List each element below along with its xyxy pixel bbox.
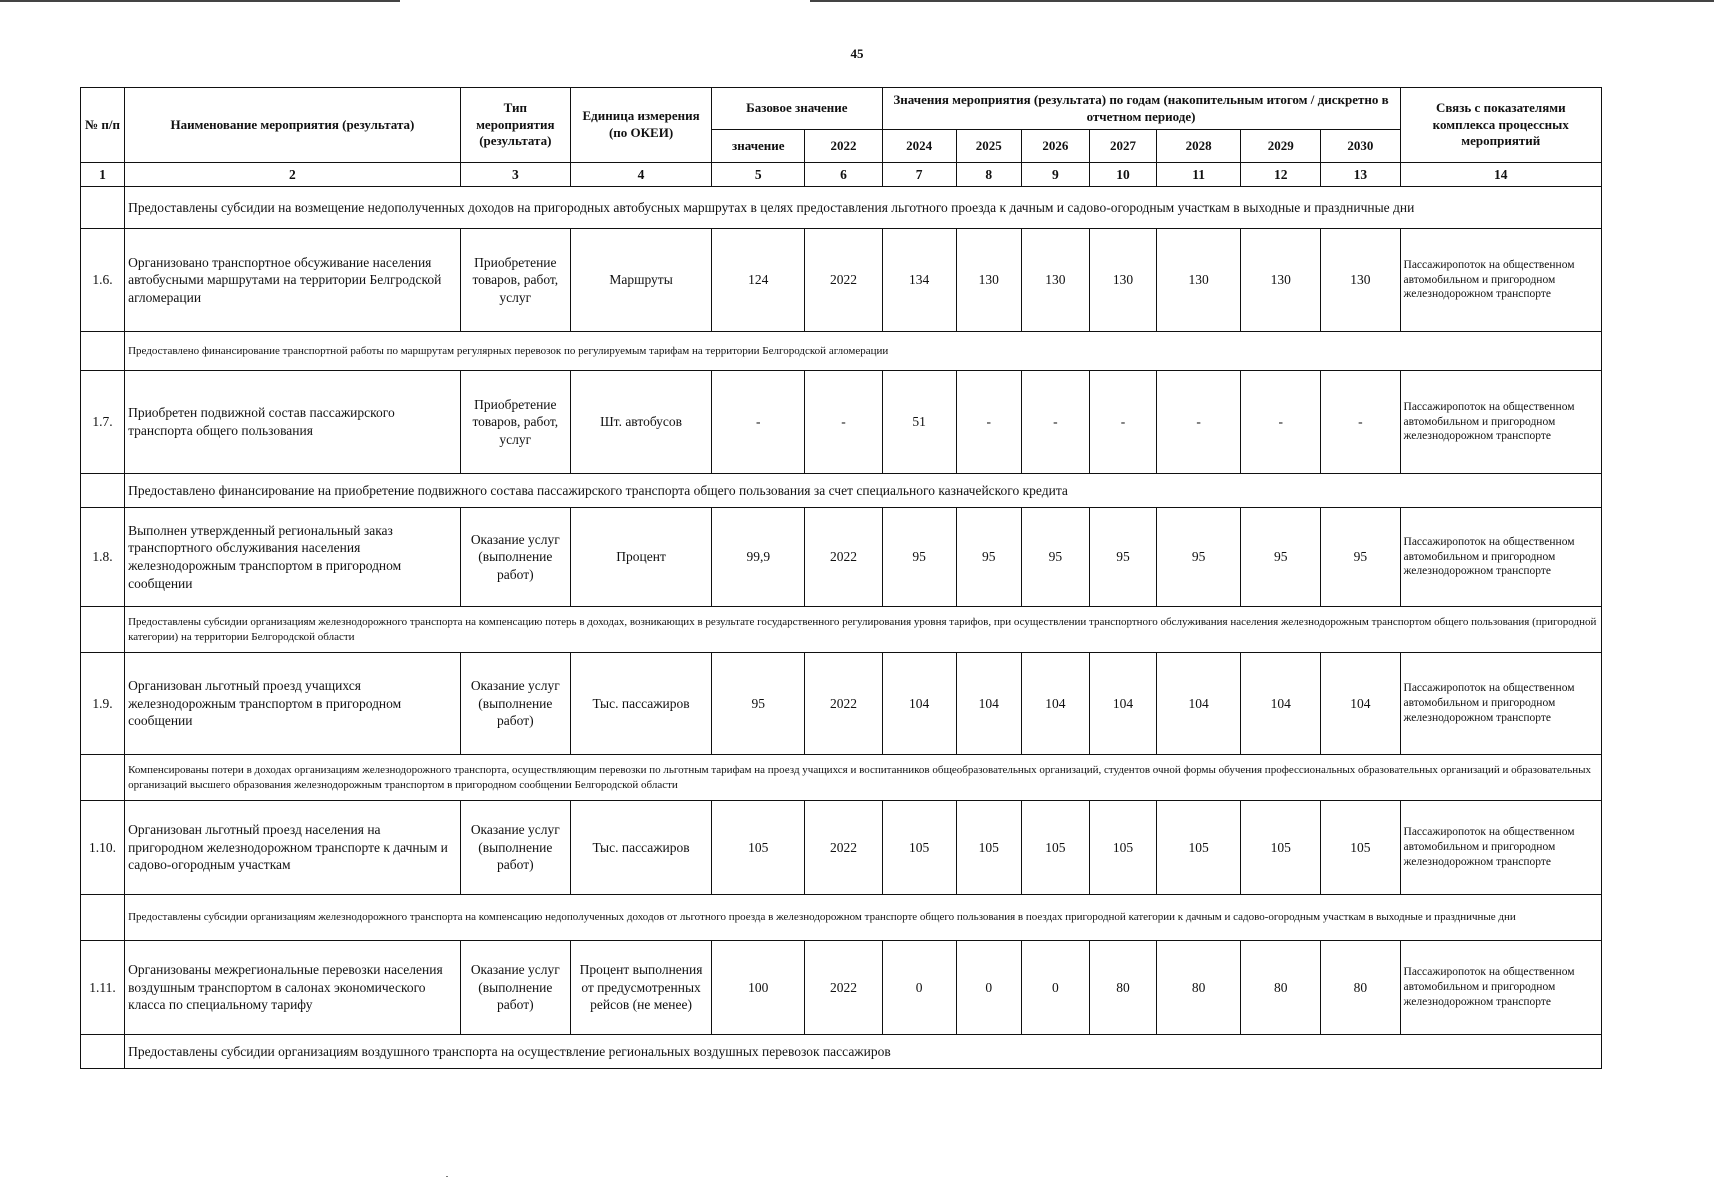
row-num: 1.9. [81, 653, 125, 755]
header-year: 2027 [1089, 130, 1156, 163]
row-value: 130 [1241, 229, 1321, 332]
column-number: 5 [712, 163, 805, 187]
measures-table [80, 87, 1602, 1069]
row-value: 95 [1021, 508, 1089, 607]
row-base-year: 2022 [805, 941, 882, 1035]
row-name: Организован льготный проезд учащихся железнодорожным транспортом в пригородном сообщении [125, 653, 461, 755]
row-num: 1.7. [81, 371, 125, 474]
row-value: 134 [882, 229, 956, 332]
row-type: Оказание услуг (выполнение работ) [460, 801, 570, 895]
row-base-value: 105 [712, 801, 805, 895]
row-base-value: 100 [712, 941, 805, 1035]
row-value: 105 [1157, 801, 1241, 895]
description-text: Предоставлено финансирование транспортной работы по маршрутам регулярных перевозок по регулируемым тарифам на территории Белгородской агломерации [125, 332, 1602, 371]
row-value: 104 [1241, 653, 1321, 755]
row-value: 105 [1089, 801, 1156, 895]
row-value: 80 [1157, 941, 1241, 1035]
row-value: 0 [956, 941, 1021, 1035]
page-number: 45 [850, 46, 864, 61]
row-link: Пассажиропоток на общественном автомобильном и пригородном железнодорожном транспорте [1400, 229, 1601, 332]
row-type: Оказание услуг (выполнение работ) [460, 941, 570, 1035]
row-unit: Тыс. пассажиров [570, 653, 711, 755]
row-value: 130 [956, 229, 1021, 332]
row-type: Приобретение товаров, работ, услуг [460, 229, 570, 332]
row-name: Выполнен утвержденный региональный заказ транспортного обслуживания населения железнодорожным транспортом в пригородном сообщении [125, 508, 461, 607]
header-unit: Единица измерения (по ОКЕИ) [570, 88, 711, 163]
row-link: Пассажиропоток на общественном автомобильном и пригородном железнодорожном транспорте [1400, 941, 1601, 1035]
row-value: 95 [882, 508, 956, 607]
column-number: 10 [1089, 163, 1156, 187]
row-unit: Процент [570, 508, 711, 607]
row-value: 105 [882, 801, 956, 895]
table-row [81, 508, 1602, 607]
row-base-value: - [712, 371, 805, 474]
row-link: Пассажиропоток на общественном автомобильном и пригородном железнодорожном транспорте [1400, 508, 1601, 607]
row-value: 130 [1021, 229, 1089, 332]
row-base-year: 2022 [805, 508, 882, 607]
header-year: 2024 [882, 130, 956, 163]
row-base-value: 95 [712, 653, 805, 755]
row-unit: Маршруты [570, 229, 711, 332]
description-row [81, 332, 1602, 371]
row-type: Приобретение товаров, работ, услуг [460, 371, 570, 474]
row-type: Оказание услуг (выполнение работ) [460, 653, 570, 755]
description-row [81, 187, 1602, 229]
row-base-year: - [805, 371, 882, 474]
description-row [81, 474, 1602, 508]
row-num: 1.10. [81, 801, 125, 895]
column-number: 2 [125, 163, 461, 187]
row-value: 105 [1241, 801, 1321, 895]
description-row [81, 1035, 1602, 1069]
row-name: Организованы межрегиональные перевозки населения воздушным транспортом в салонах экономического класса по специальному тарифу [125, 941, 461, 1035]
row-value: 95 [1157, 508, 1241, 607]
row-value: 104 [1321, 653, 1400, 755]
row-value: 104 [956, 653, 1021, 755]
scan-edge-left [0, 0, 400, 2]
row-value: - [1021, 371, 1089, 474]
description-row [81, 607, 1602, 653]
description-text: Предоставлены субсидии организациям железнодорожного транспорта на компенсацию недополученных доходов от льготного проезда в железнодорожном транспорте общего пользования в поездах пригородной категории к дачным и садово-огородным участкам в выходные и праздничные дни [125, 895, 1602, 941]
column-number: 14 [1400, 163, 1601, 187]
header-base-year: 2022 [805, 130, 882, 163]
scan-edge-right [810, 0, 1714, 2]
column-number-row [81, 163, 1602, 187]
row-value: - [1157, 371, 1241, 474]
row-name: Организован льготный проезд населения на пригородном железнодорожном транспорте к дачным и садово-огородным участкам [125, 801, 461, 895]
header-year: 2026 [1021, 130, 1089, 163]
table-row [81, 801, 1602, 895]
row-num: 1.6. [81, 229, 125, 332]
table-row [81, 653, 1602, 755]
header-base-value: значение [712, 130, 805, 163]
row-value: 51 [882, 371, 956, 474]
row-base-year: 2022 [805, 229, 882, 332]
description-text: Предоставлено финансирование на приобретение подвижного состава пассажирского транспорта общего пользования за счет специального казначейского кредита [125, 474, 1602, 508]
row-value: 105 [1021, 801, 1089, 895]
header-num: № п/п [81, 88, 125, 163]
description-text: Предоставлены субсидии на возмещение недополученных доходов на пригородных автобусных маршрутах в целях предоставления льготного проезда к дачным и садово-огородным участкам в выходные и праздничные дни [125, 187, 1602, 229]
row-value: 95 [1321, 508, 1400, 607]
row-value: 104 [1021, 653, 1089, 755]
row-value: 105 [1321, 801, 1400, 895]
row-base-value: 124 [712, 229, 805, 332]
row-base-value: 99,9 [712, 508, 805, 607]
row-value: 80 [1241, 941, 1321, 1035]
row-value: 95 [956, 508, 1021, 607]
row-base-year: 2022 [805, 653, 882, 755]
row-value: 130 [1157, 229, 1241, 332]
column-number: 11 [1157, 163, 1241, 187]
column-number: 8 [956, 163, 1021, 187]
description-text: Предоставлены субсидии организациям воздушного транспорта на осуществление региональных воздушных перевозок пассажиров [125, 1035, 1602, 1069]
table-row [81, 941, 1602, 1035]
row-value: - [1241, 371, 1321, 474]
row-value: 95 [1089, 508, 1156, 607]
description-text: Предоставлены субсидии организациям железнодорожного транспорта на компенсацию потерь в доходах, возникающих в результате государственного регулирования уровня тарифов, при осуществлении транспортного обслуживания населения железнодорожным транспортом общего пользования (пригородной категории) на территории Белгородской области [125, 607, 1602, 653]
header-values-by-year: Значения мероприятия (результата) по годам (накопительным итогом / дискретно в отчетном периоде) [882, 88, 1400, 130]
row-unit: Процент выполнения от предусмотренных рейсов (не менее) [570, 941, 711, 1035]
table-row [81, 371, 1602, 474]
column-number: 4 [570, 163, 711, 187]
row-link: Пассажиропоток на общественном автомобильном и пригородном железнодорожном транспорте [1400, 371, 1601, 474]
row-value: 80 [1089, 941, 1156, 1035]
column-number: 9 [1021, 163, 1089, 187]
row-value: 0 [1021, 941, 1089, 1035]
row-num: 1.11. [81, 941, 125, 1035]
description-text: Компенсированы потери в доходах организациям железнодорожного транспорта, осуществляющим перевозки по льготным тарифам на проезд учащихся и воспитанников общеобразовательных организаций, студентов очной формы обучения профессиональных образовательных организаций и образовательных организаций высшего образования железнодорожным транспортом в пригородном сообщении Белгородской области [125, 755, 1602, 801]
row-value: 80 [1321, 941, 1400, 1035]
header-year: 2030 [1321, 130, 1400, 163]
column-number: 13 [1321, 163, 1400, 187]
row-value: - [1089, 371, 1156, 474]
row-name: Приобретен подвижной состав пассажирского транспорта общего пользования [125, 371, 461, 474]
row-value: 104 [1157, 653, 1241, 755]
row-link: Пассажиропоток на общественном автомобильном и пригородном железнодорожном транспорте [1400, 653, 1601, 755]
row-unit: Тыс. пассажиров [570, 801, 711, 895]
row-value: 130 [1321, 229, 1400, 332]
row-value: - [1321, 371, 1400, 474]
scan-speck [446, 1176, 448, 1177]
header-link: Связь с показателями комплекса процессных мероприятий [1400, 88, 1601, 163]
row-value: 130 [1089, 229, 1156, 332]
row-value: - [956, 371, 1021, 474]
row-base-year: 2022 [805, 801, 882, 895]
table-row [81, 229, 1602, 332]
row-value: 0 [882, 941, 956, 1035]
header-year: 2028 [1157, 130, 1241, 163]
column-number: 1 [81, 163, 125, 187]
row-value: 95 [1241, 508, 1321, 607]
header-year: 2029 [1241, 130, 1321, 163]
column-number: 7 [882, 163, 956, 187]
header-base: Базовое значение [712, 88, 882, 130]
row-unit: Шт. автобусов [570, 371, 711, 474]
row-value: 104 [882, 653, 956, 755]
header-name: Наименование мероприятия (результата) [125, 88, 461, 163]
row-value: 104 [1089, 653, 1156, 755]
header-year: 2025 [956, 130, 1021, 163]
row-name: Организовано транспортное обсуживание населения автобусными маршрутами на территории Белгродской агломерации [125, 229, 461, 332]
column-number: 3 [460, 163, 570, 187]
column-number: 6 [805, 163, 882, 187]
header-type: Тип мероприятия (результата) [460, 88, 570, 163]
row-type: Оказание услуг (выполнение работ) [460, 508, 570, 607]
column-number: 12 [1241, 163, 1321, 187]
description-row [81, 755, 1602, 801]
row-link: Пассажиропоток на общественном автомобильном и пригородном железнодорожном транспорте [1400, 801, 1601, 895]
row-num: 1.8. [81, 508, 125, 607]
row-value: 105 [956, 801, 1021, 895]
description-row [81, 895, 1602, 941]
